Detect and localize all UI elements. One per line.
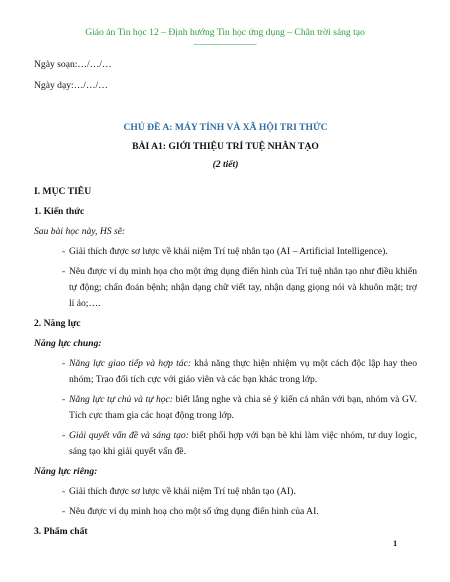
general-competence-item: - Năng lực giao tiếp và hợp tác: khả năng thực hiện nhiệm vụ một cách độc lập hay theo nhóm; Trao đổi tích cực với giáo viên và các bạn khác trong lớp. — [62, 358, 417, 385]
specific-competence-heading: Năng lực riêng: — [34, 466, 98, 477]
knowledge-intro: Sau bài học này, HS sẽ: — [34, 226, 126, 237]
lesson-title: BÀI A1: GIỚI THIỆU TRÍ TUỆ NHÂN TẠO — [132, 141, 319, 152]
date-taught: Ngày dạy:…/…/… — [34, 80, 108, 91]
general-competence-item: - Giải quyết vấn đề và sáng tạo: biết phối hợp với bạn bè khi làm việc nhóm, tư duy logic, sáng tạo khi giải quyết vấn đề. — [62, 430, 417, 457]
specific-competence-item: - Giải thích được sơ lược về khái niệm Trí tuệ nhân tạo (AI). — [62, 486, 296, 497]
general-competence-item: - Năng lực tự chủ và tự học: biết lắng nghe và chia sẻ ý kiến cá nhân với bạn, nhóm và GV. Tích cực tham gia các hoạt động trong lớp. — [62, 394, 417, 421]
date-prepared: Ngày soạn:…/…/… — [34, 59, 112, 70]
quality-heading: 3. Phẩm chất — [34, 526, 88, 537]
knowledge-item: - Giải thích được sơ lược về khái niệm Trí tuệ nhân tạo (AI – Artificial Intelligence). — [62, 246, 388, 257]
lesson-periods: (2 tiết) — [212, 159, 239, 170]
document-body — [34, 57, 417, 540]
competence-heading: 2. Năng lực — [34, 318, 81, 329]
specific-competence-item: - Nêu được ví dụ minh hoạ cho một số ứng dụng điển hình của AI. — [62, 506, 319, 517]
section-objectives-heading: I. MỤC TIÊU — [34, 186, 92, 197]
page-number: 1 — [393, 538, 398, 548]
general-competence-heading: Năng lực chung: — [34, 338, 102, 349]
header-rule: ------------------------------- — [193, 40, 257, 48]
knowledge-heading: 1. Kiến thức — [34, 206, 85, 217]
page-header: Giáo án Tin học 12 – Định hướng Tin học ứng dụng – Chân trời sáng tạo — [85, 27, 365, 38]
topic-title: CHỦ ĐỀ A: MÁY TÍNH VÀ XÃ HỘI TRI THỨC — [123, 122, 328, 133]
knowledge-item: - Nêu được ví dụ minh họa cho một ứng dụng điển hình của Trí tuệ nhân tạo như điều khiển tự động; chẩn đoán bệnh; nhận dạng chữ viết tay, nhận dạng giọng nói và khuôn mặt; trợ lí ảo;…. — [62, 266, 417, 309]
